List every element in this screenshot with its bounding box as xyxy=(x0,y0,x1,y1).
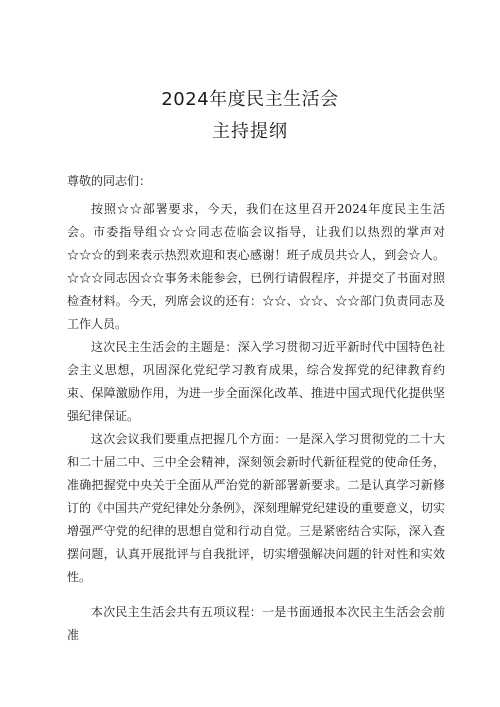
paragraph-opening: 按照☆☆部署要求，今天，我们在这里召开2024年度民主生活会。市委指导组☆☆☆同志莅临会议指导，让我们以热烈的掌声对☆☆☆的到来表示热烈欢迎和衷心感谢！班子成员共☆人，到会☆人。☆☆☆同志因☆☆事务未能参会，已例行请假程序，并提交了书面对照检查材料。今天，列席会议的还有：☆☆、☆☆、☆☆部门负责同志及工作人员。 xyxy=(67,202,445,331)
document-body xyxy=(67,170,445,647)
salutation: 尊敬的同志们： xyxy=(67,174,152,188)
paragraph-agenda: 本次民主生活会共有五项议程：一是书面通报本次民主生活会会前准 xyxy=(67,605,445,642)
document-title-subtitle: 主持提纲 xyxy=(212,121,288,142)
paragraph-theme: 这次民主生活会的主题是：深入学习贯彻习近平新时代中国特色社会主义思想，巩固深化党纪学习教育成果，综合发挥党的纪律教育约束、保障激励作用，为进一步全面深化改革、推进中国式现代化提供坚强纪律保证。 xyxy=(67,340,445,423)
document-title-year: 2024年度民主生活会 xyxy=(161,89,339,110)
paragraph-key-points: 这次会议我们要重点把握几个方面：一是深入学习贯彻党的二十大和二十届二中、三中全会精神，深刻领会新时代新征程党的使命任务，准确把握党中央关于全面从严治党的新部署新要求。二是认真学习新修订的《中国共产党纪律处分条例》，深刻理解党纪建设的重要意义，切实增强严守党的纪律的思想自觉和行动自觉。三是紧密结合实际，深入查摆问题，认真开展批评与自我批评，切实增强解决问题的针对性和实效性。 xyxy=(67,432,446,584)
